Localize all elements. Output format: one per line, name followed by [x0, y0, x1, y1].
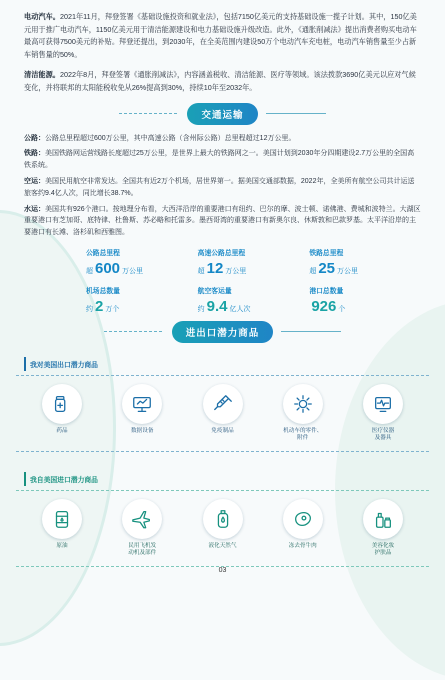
stat-value-row — [198, 260, 310, 277]
ev-text: 2021年11月，拜登签署《基础设施投资和就业法》，包括7150亿美元的支持基础设施一揽子计划。其中，150亿美元用于推广电动汽车，1150亿美元用于清洁能源建设和电力基础设施升级改造。此外，《通胀削减法》提出消费者购买电动车最高可获得7500美元的补贴。拜登还提出，到2030年，在全美范围内建设50万个电动汽车充电桩，电动汽车销售量至少占新车销售量的50%。 — [24, 12, 417, 59]
import-heading: 我自美国进口潜力商品 — [24, 472, 104, 486]
clean-energy-text: 2022年8月，拜登签署《通胀削减法》，内容涵盖税收、清洁能源、医疗等领域。该法拨款3690亿美元以应对气候变化，并将联邦的太阳能税收免从26%提高到30%，持续10年至2032年。 — [24, 70, 416, 92]
product-name: 数据设备 — [131, 427, 154, 434]
product-name: 民用飞机发 动机及部件 — [128, 542, 157, 557]
road-paragraph — [24, 133, 421, 145]
water-paragraph — [24, 204, 421, 239]
data-device-icon — [122, 384, 162, 424]
ev-lead: 电动汽车。 — [24, 12, 60, 21]
product-name: 原油 — [56, 542, 68, 549]
road-lead: 公路： — [24, 134, 45, 142]
stat-unit: 万个 — [105, 305, 120, 313]
transport-section-title — [24, 103, 421, 125]
stat-prefix: 超 — [309, 267, 317, 275]
stat-prefix: 约 — [197, 305, 205, 313]
car-parts-icon — [283, 384, 323, 424]
stat-unit: 万公里 — [337, 267, 359, 275]
beef-icon — [283, 499, 323, 539]
stat-number: 2 — [95, 297, 104, 315]
stat-prefix: 超 — [197, 267, 205, 275]
product-item — [193, 499, 253, 558]
transport-stats — [24, 247, 421, 315]
air-text: 美国民用航空非常发达。全国共有近2万个机场，居世界第一。据美国交通部数据，2022年，全美所有航空公司共计运送旅客约9.4亿人次，同比增长38.7%。 — [24, 177, 415, 197]
stat-value-row — [309, 260, 421, 277]
clean-energy-lead: 清洁能源。 — [24, 70, 60, 80]
rail-paragraph — [24, 148, 421, 172]
product-item — [112, 384, 172, 443]
water-lead: 水运： — [24, 205, 45, 213]
trade-title: 进出口潜力商品 — [172, 321, 274, 343]
product-name: 美容化妆 护肤品 — [371, 542, 395, 557]
export-heading: 我对美国出口潜力商品 — [24, 357, 104, 371]
product-item — [32, 499, 92, 558]
stat-label: 航空客运量 — [197, 287, 232, 295]
stat-label: 公路总里程 — [86, 249, 120, 257]
product-item — [32, 384, 92, 443]
air-lead: 空运： — [24, 177, 45, 185]
stat-item — [86, 247, 198, 277]
product-name: 免疫制品 — [211, 427, 234, 434]
product-name: 医疗仪器 及器具 — [371, 427, 395, 442]
stat-unit: 个 — [338, 305, 346, 313]
stat-item — [309, 285, 421, 315]
stat-number: 25 — [318, 259, 336, 277]
product-name: 药品 — [56, 427, 68, 434]
clean-energy-paragraph — [24, 69, 421, 94]
medical-device-icon — [363, 384, 403, 424]
aircraft-engine-icon — [122, 499, 162, 539]
import-products — [16, 490, 429, 567]
product-item — [112, 499, 172, 558]
transport-body — [24, 133, 421, 239]
stat-label: 铁路总里程 — [309, 249, 344, 257]
product-item — [353, 384, 413, 443]
crude-oil-icon — [42, 499, 82, 539]
water-text: 美国共有926个港口。按地理分布看，大西洋沿岸的重要港口有纽约、巴尔的摩、波士顿、诺佛港、费城和波特兰。大湖区重要港口有芝加哥、底特律、杜鲁斯、苏必略和托雷多。墨西哥湾的重要港口有新奥尔良、休斯敦和巴款罗基。太平洋沿岸的主要港口有长滩、洛杉矶和西雅图。 — [24, 205, 421, 237]
product-name: 冻去骨牛肉 — [288, 542, 317, 549]
product-name: 液化天然气 — [208, 542, 237, 549]
product-item — [193, 384, 253, 443]
page-number: 03 — [218, 567, 227, 574]
stat-number: 600 — [95, 259, 121, 277]
stat-prefix: 约 — [86, 305, 93, 313]
export-products — [16, 375, 429, 452]
stat-unit: 万公里 — [225, 267, 247, 275]
stat-prefix: 超 — [86, 267, 93, 275]
title-divider-left — [104, 331, 164, 332]
ev-paragraph — [24, 11, 421, 61]
rail-text: 美国铁路网运营线路长度超过25万公里，是世界上最大的铁路网之一。美国计划到2030年分四期建设2.7万公里的全国高铁系统。 — [24, 150, 415, 170]
title-divider-right — [281, 331, 341, 332]
stat-value-row — [86, 298, 198, 315]
stat-unit: 万公里 — [122, 267, 144, 275]
stat-label: 高速公路总里程 — [197, 249, 246, 257]
stat-label: 港口总数量 — [309, 287, 344, 295]
stat-value-row — [198, 298, 310, 315]
stat-item — [86, 285, 198, 315]
transport-title: 交通运输 — [187, 103, 257, 125]
medicine-icon — [42, 384, 82, 424]
road-text: 公路总里程超过600万公里，其中高速公路（含州际公路）总里程超过12万公里。 — [45, 134, 296, 142]
stat-label: 机场总数量 — [86, 287, 120, 295]
stat-value-row — [86, 260, 198, 277]
stat-unit: 亿人次 — [229, 305, 251, 313]
product-item — [273, 384, 333, 443]
stat-item — [309, 247, 421, 277]
stat-item — [198, 247, 310, 277]
stat-number: 9.4 — [206, 297, 228, 315]
rail-lead: 铁路： — [24, 150, 45, 158]
vaccine-icon — [203, 384, 243, 424]
product-item — [353, 499, 413, 558]
lng-icon — [203, 499, 243, 539]
stat-value-row — [309, 298, 421, 315]
stat-number: 926 — [311, 297, 337, 315]
stat-item — [198, 285, 310, 315]
title-divider-left — [119, 113, 179, 114]
product-name: 机动车的零件、 附件 — [283, 427, 323, 442]
cosmetics-icon — [363, 499, 403, 539]
product-item — [273, 499, 333, 558]
air-paragraph — [24, 176, 421, 200]
stat-number: 12 — [206, 259, 224, 277]
title-divider-right — [266, 113, 326, 114]
trade-section-title — [24, 321, 421, 343]
